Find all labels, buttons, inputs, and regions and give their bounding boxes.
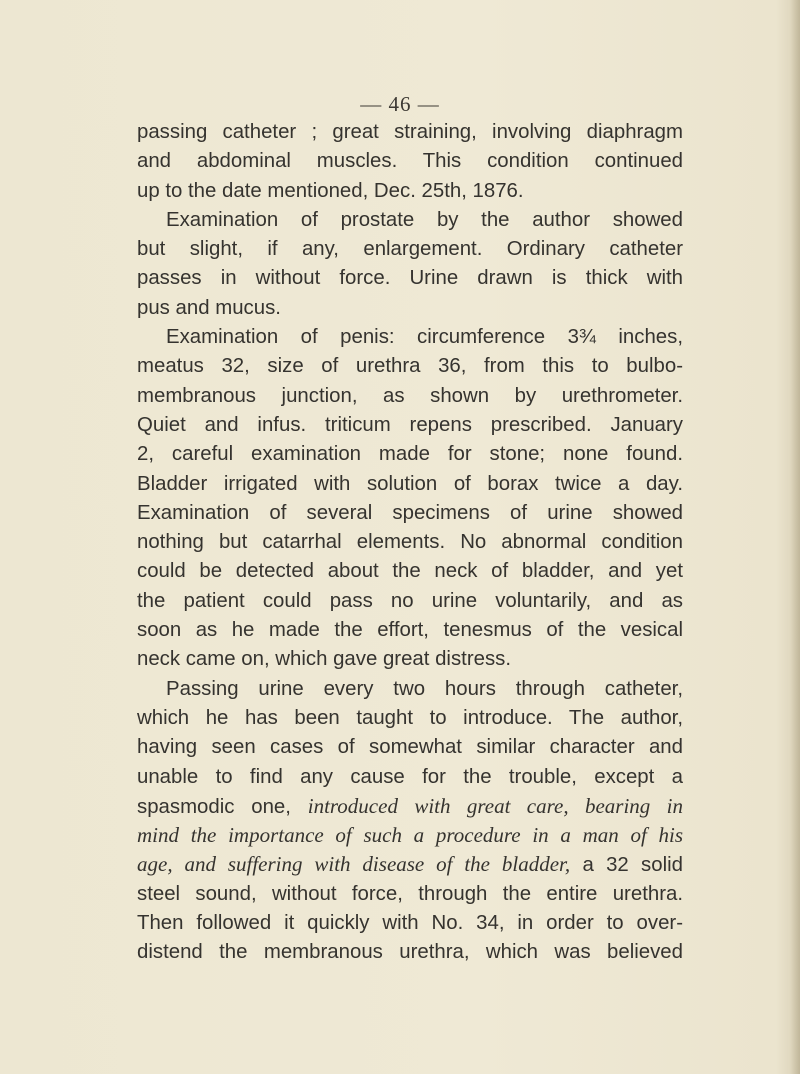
text-line: having seen cases of somewhat similar character and [137,736,683,759]
text-line: which he has been taught to introduce. The author, [137,706,683,729]
text-line: passes in without force. Urine drawn is thick with [137,267,683,290]
text-line: 2, careful examination made for stone; none found. [137,443,683,466]
text-line: the patient could pass no urine voluntarily, and as [137,589,683,612]
page-number: — 46 — [360,92,440,116]
plain-text: a 32 solid [582,854,683,877]
text-line: pus and mucus. [137,296,281,319]
text-line: steel sound, without force, through the entire urethra. [137,882,683,905]
text-line: Examination of prostate by the author showed [166,208,683,231]
text-line: soon as he made the effort, tenesmus of the vesical [137,619,683,642]
text-line: up to the date mentioned, Dec. 25th, 1876. [137,179,524,202]
text-line: could be detected about the neck of bladder, and yet [137,560,683,583]
text-line: nothing but catarrhal elements. No abnormal condition [137,531,683,554]
text-line-mixed [137,792,683,821]
text-line: neck came on, which gave great distress. [137,648,512,671]
text-line: passing catheter ; great straining, involving diaphragm [137,121,683,143]
text-line: distend the membranous urethra, which was believed [137,941,683,964]
italic-text: mind the importance of such a procedure in a man of his [137,823,683,848]
text-line: Bladder irrigated with solution of borax twice a day. [137,472,683,495]
italic-text: age, and suffering with disease of the bladder, [137,852,571,877]
text-line: Passing urine every two hours through catheter, [166,677,683,700]
text-line: and abdominal muscles. This condition continued [137,150,683,173]
plain-text: spasmodic one, [137,795,291,818]
body-text [137,118,683,968]
text-line: Then followed it quickly with No. 34, in order to over- [137,912,683,935]
page-edge-shadow [790,0,800,1074]
text-line: meatus 32, size of urethra 36, from this to bulbo- [137,355,683,378]
text-line-mixed [137,850,683,879]
text-line: but slight, if any, enlargement. Ordinary catheter [137,238,683,261]
text-line: Examination of several specimens of urine showed [137,501,683,524]
text-line: Quiet and infus. triticum repens prescribed. January [137,413,683,436]
text-line: Examination of penis: circumference 3¾ inches, [166,326,683,349]
italic-text: introduced with great care, bearing in [307,793,683,818]
text-line-mixed [137,821,683,850]
text-line: membranous junction, as shown by urethrometer. [137,384,683,407]
text-line: unable to find any cause for the trouble, except a [137,765,683,788]
